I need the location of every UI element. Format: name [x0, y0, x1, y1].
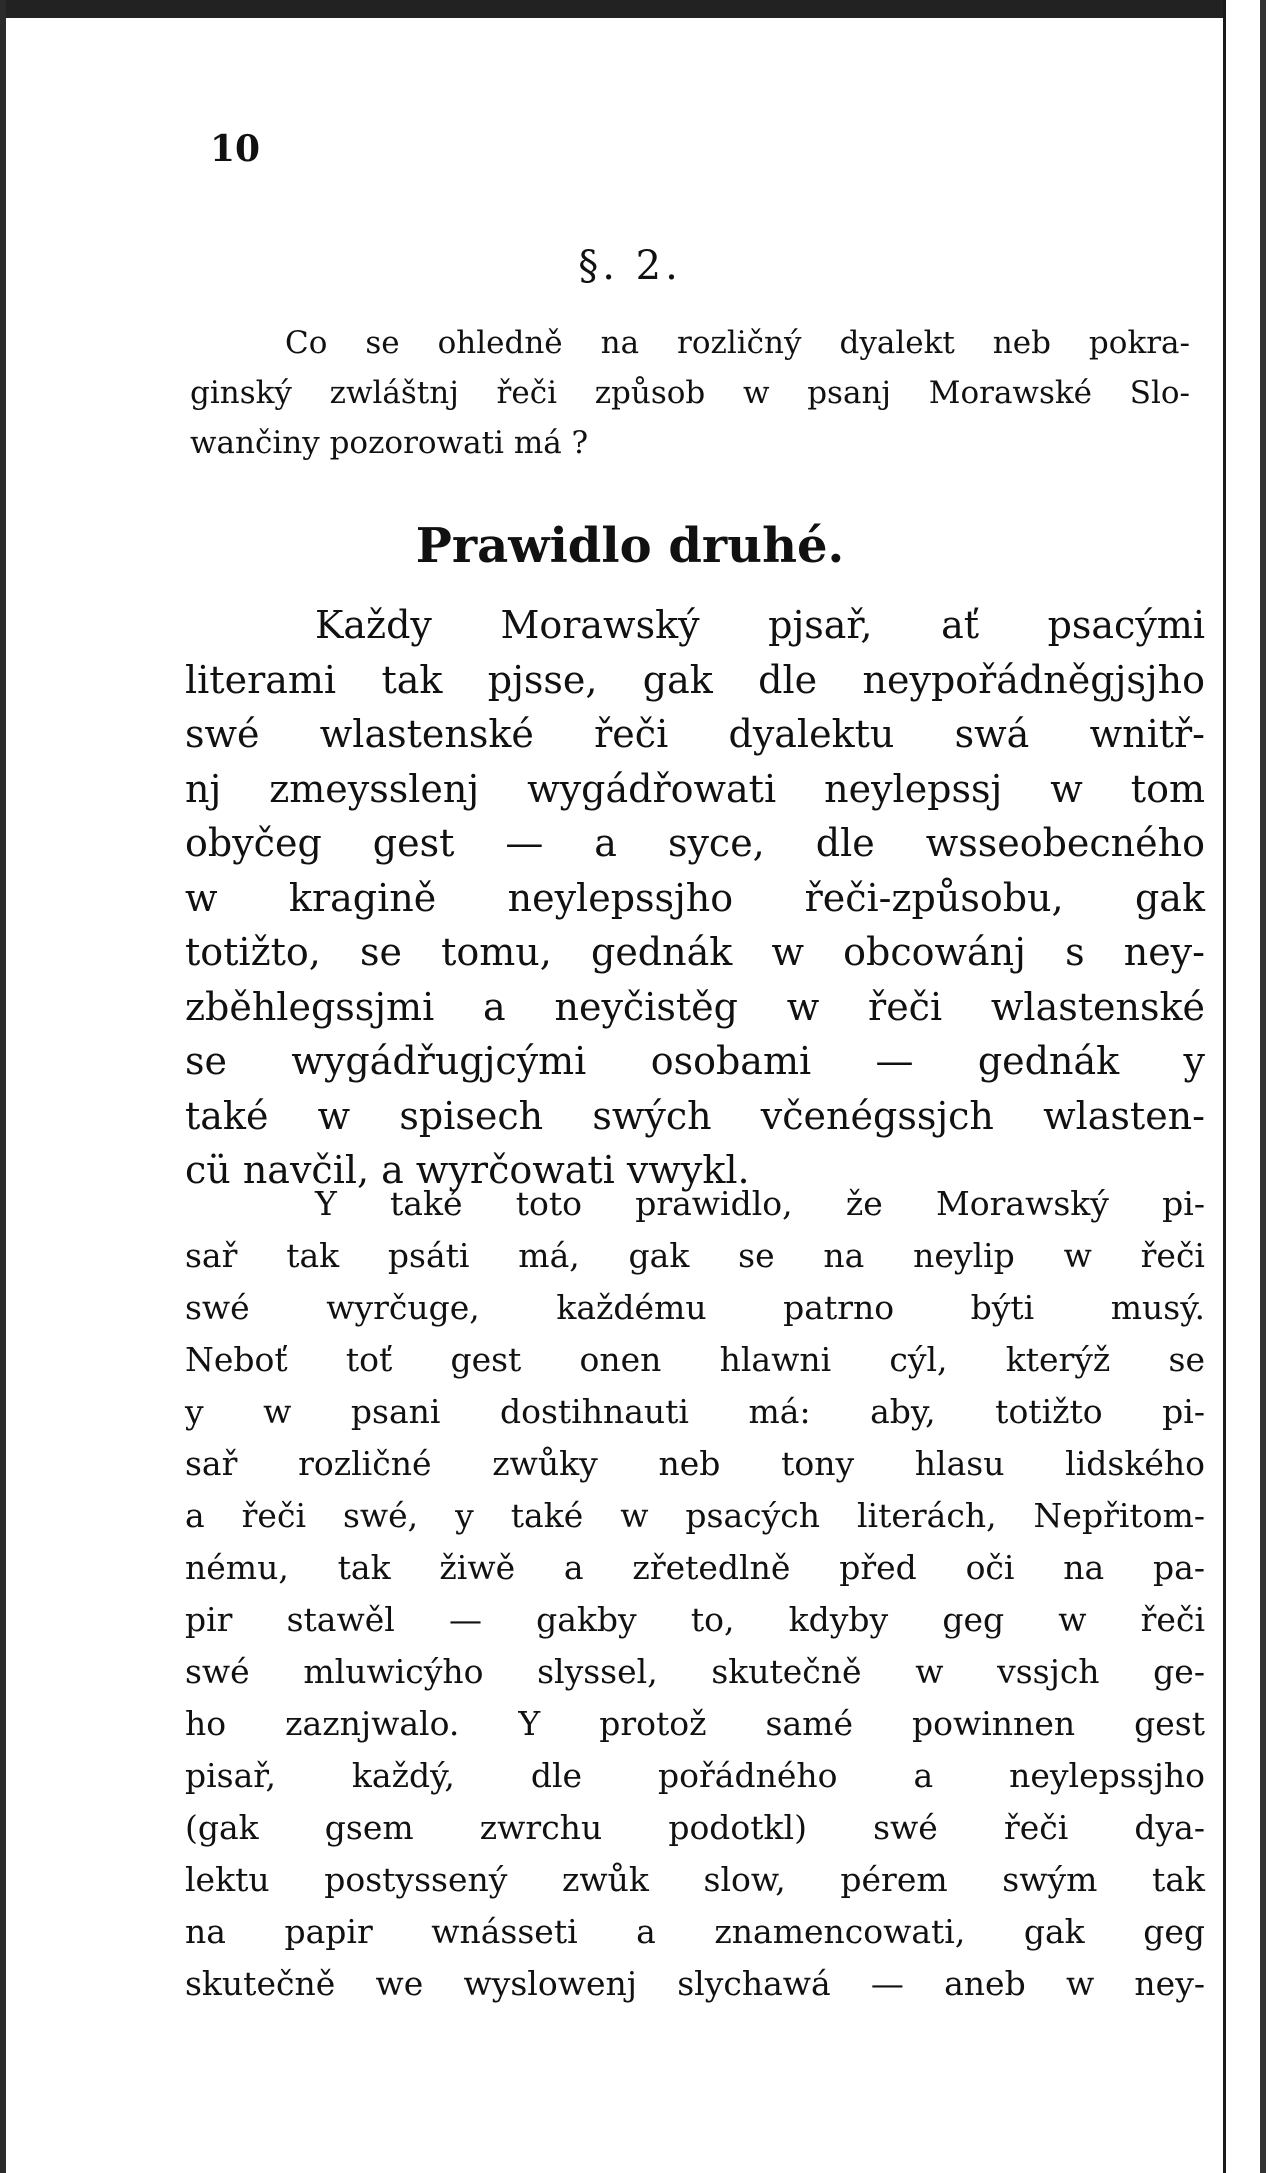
paragraph-1: [185, 598, 1205, 1198]
text-line: y w psani dostihnauti má: aby, totižto pi-: [185, 1392, 1205, 1431]
page-number: 10: [210, 128, 261, 170]
rule-heading: Prawidlo druhé.: [415, 518, 845, 574]
text-line: swé wlastenské řeči dyalektu swá wnitř-: [185, 712, 1205, 756]
text-line: nj zmeysslenj wygádřowati neylepssj w tom: [185, 766, 1205, 811]
text-line: swé wyrčuge, každému patrno býti musý.: [185, 1288, 1205, 1327]
text-line: Neboť toť gest onen hlawni cýl, kterýž se: [185, 1340, 1205, 1379]
text-line: pir stawěl — gakby to, kdyby geg w řeči: [185, 1600, 1205, 1639]
text-line: sař rozličné zwůky neb tony hlasu lidského: [185, 1444, 1205, 1483]
text-line: cü navčil, a wyrčowati vwykl.: [185, 1148, 750, 1192]
text-line: také w spisech swých včenégssjch wlasten-: [185, 1093, 1205, 1138]
text-line: literami tak pjsse, gak dle neypořádněgjsjho: [185, 657, 1205, 702]
text-line: a řeči swé, y také w psacých literách, Nepřitom-: [185, 1496, 1205, 1535]
text-line: (gak gsem zwrchu podotkl) swé řeči dya-: [185, 1808, 1205, 1847]
section-question: [190, 318, 1190, 468]
text-line: w kragině neylepssjho řeči-způsobu, gak: [185, 875, 1205, 920]
text-line: Každy Morawský pjsař, ať psacými: [315, 603, 1205, 647]
book-page: [40, 18, 1220, 2173]
text-line: obyčeg gest — a syce, dle wsseobecného: [185, 821, 1205, 865]
text-line: sař tak psáti má, gak se na neylip w řeči: [185, 1236, 1205, 1275]
question-line: ginský zwláštnj řeči způsob w psanj Morawské Slo-: [190, 375, 1190, 411]
scan-left-edge: [0, 0, 6, 2173]
text-line: swé mluwicýho slyssel, skutečně w vssjch ge-: [185, 1652, 1205, 1691]
scan-right-margin: [1223, 0, 1276, 2173]
text-line: Y také toto prawidlo, že Morawský pi-: [315, 1184, 1205, 1223]
text-line: totižto, se tomu, gednák w obcowánj s ney-: [185, 930, 1205, 974]
question-line: Co se ohledně na rozličný dyalekt neb pokra-: [285, 325, 1190, 361]
text-line: na papir wnásseti a znamencowati, gak geg: [185, 1912, 1205, 1951]
paragraph-2: [185, 1178, 1205, 2010]
text-line: pisař, každý, dle pořádného a neylepssjho: [185, 1756, 1205, 1795]
text-line: zběhlegssjmi a neyčistěg w řeči wlastenské: [185, 984, 1205, 1029]
text-line: skutečně we wyslowenj slychawá — aneb w ney-: [185, 1964, 1205, 2003]
question-line: wančiny pozorowati má ?: [190, 425, 589, 461]
text-line: nému, tak žiwě a zřetedlně před oči na pa-: [185, 1548, 1205, 1587]
scan-top-border: [0, 0, 1276, 18]
scan-right-edge-line: [1260, 0, 1266, 2173]
text-line: lektu postyssený zwůk slow, pérem swým tak: [185, 1860, 1205, 1899]
section-mark: §. 2.: [578, 243, 682, 289]
text-line: ho zaznjwalo. Y protož samé powinnen gest: [185, 1704, 1205, 1743]
text-line: se wygádřugjcými osobami — gednák y: [185, 1039, 1205, 1083]
